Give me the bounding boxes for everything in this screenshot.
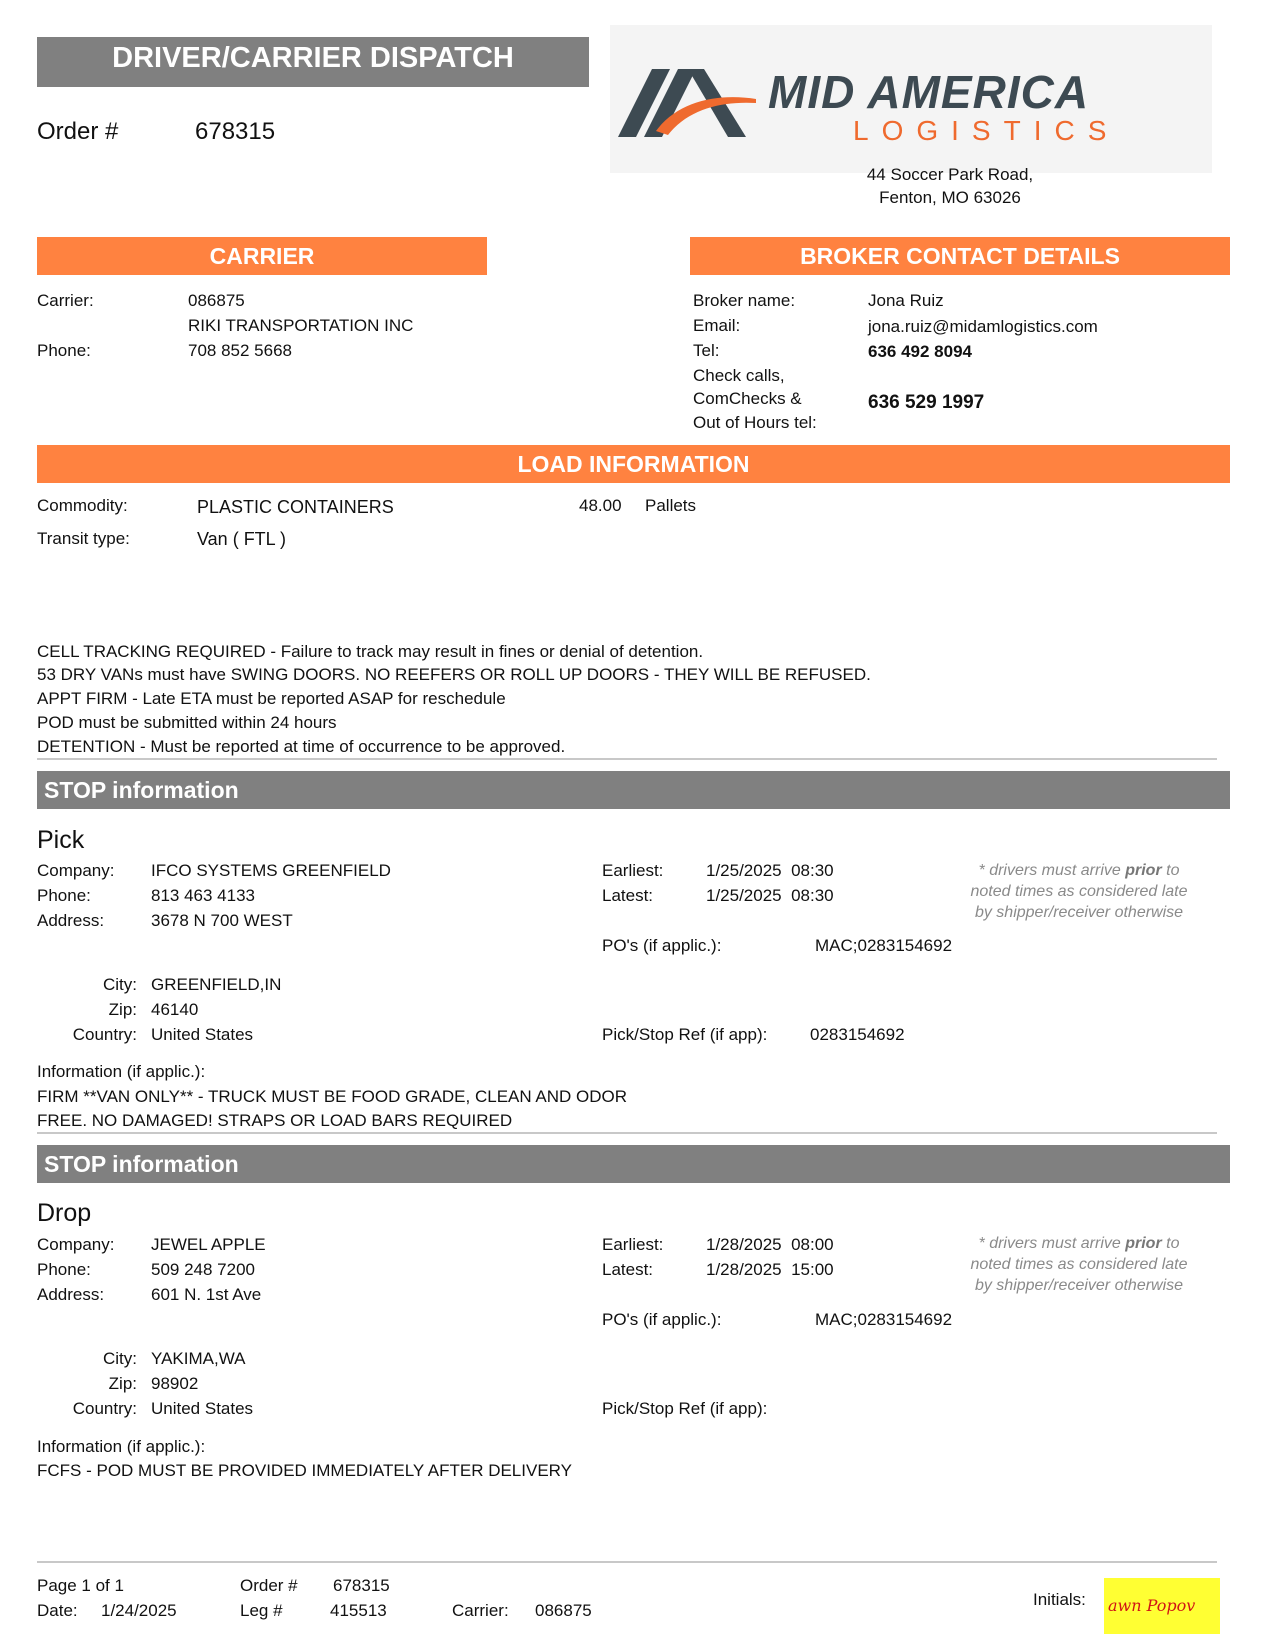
commodity-label: Commodity:	[37, 496, 128, 515]
pick-earliest: 1/25/2025 08:30	[706, 861, 834, 880]
carrier-name: RIKI TRANSPORTATION INC	[188, 316, 414, 335]
arrival-note-line2: noted times as considered late	[970, 883, 1188, 900]
quantity-unit: Pallets	[645, 496, 697, 515]
broker-name-label: Broker name:	[693, 291, 796, 310]
load-note-5: DETENTION - Must be reported at time of occurrence to be approved.	[37, 737, 566, 756]
arrival-note-line3: by shipper/receiver otherwise	[974, 904, 1184, 921]
transit-value: Van ( FTL )	[197, 529, 287, 549]
initials-box	[1104, 1578, 1220, 1634]
pos-label: PO's (if applic.):	[602, 936, 722, 955]
footer-order-label: Order #	[240, 1576, 298, 1595]
footer-date-label: Date:	[37, 1601, 78, 1620]
country-label: Country:	[72, 1025, 137, 1044]
initials-label: Initials:	[1033, 1590, 1086, 1609]
ref-label: Pick/Stop Ref (if app):	[602, 1025, 768, 1044]
info-label: Information (if applic.):	[37, 1437, 206, 1456]
address-label: Address:	[37, 1285, 105, 1304]
broker-email[interactable]: jona.ruiz@midamlogistics.com	[868, 317, 1098, 336]
drop-info-line1: FCFS - POD MUST BE PROVIDED IMMEDIATELY AFTER DELIVERY	[37, 1461, 572, 1480]
footer-carrier: 086875	[535, 1601, 592, 1620]
footer-divider	[37, 1561, 1217, 1563]
logo-mark-icon	[618, 55, 758, 155]
arrival-note-bold: prior	[1125, 862, 1162, 879]
transit-label: Transit type:	[37, 529, 130, 548]
ref-label: Pick/Stop Ref (if app):	[602, 1399, 768, 1418]
broker-check-tel: 636 529 1997	[868, 392, 985, 413]
pos-label: PO's (if applic.):	[602, 1310, 722, 1329]
earliest-label: Earliest:	[602, 861, 664, 880]
drop-city: YAKIMA,WA	[151, 1349, 246, 1368]
dispatch-title: DRIVER/CARRIER DISPATCH	[112, 42, 514, 74]
drop-country: United States	[151, 1399, 254, 1418]
carrier-phone-label: Phone:	[37, 341, 91, 360]
address-label: Address:	[37, 911, 105, 930]
country-label: Country:	[72, 1399, 137, 1418]
carrier-phone: 708 852 5668	[188, 341, 292, 360]
latest-label: Latest:	[602, 1260, 654, 1279]
initials-signature: awn Popov	[1108, 1596, 1196, 1615]
quantity-value: 48.00	[579, 496, 622, 515]
stop-heading-text: STOP information	[44, 1151, 239, 1177]
pick-latest: 1/25/2025 08:30	[706, 886, 834, 905]
order-number: 678315	[195, 118, 276, 145]
drop-zip: 98902	[151, 1374, 199, 1393]
zip-label: Zip:	[108, 1374, 137, 1393]
phone-label: Phone:	[37, 886, 91, 905]
phone-label: Phone:	[37, 1260, 91, 1279]
drop-earliest: 1/28/2025 08:00	[706, 1235, 834, 1254]
pick-address: 3678 N 700 WEST	[151, 911, 293, 930]
arrival-note	[954, 860, 1204, 923]
company-label: Company:	[37, 861, 115, 880]
footer-order: 678315	[333, 1576, 390, 1595]
carrier-id: 086875	[188, 291, 245, 310]
arrival-note-post: to	[1161, 862, 1180, 879]
pick-pos: MAC;0283154692	[815, 936, 953, 955]
address-line1: 44 Soccer Park Road,	[866, 165, 1034, 184]
dispatch-title-bar	[37, 37, 589, 87]
arrival-note-pre: * drivers must arrive	[978, 862, 1126, 879]
divider	[37, 758, 1217, 760]
pick-info-line2: FREE. NO DAMAGED! STRAPS OR LOAD BARS REQUIRED	[37, 1111, 513, 1130]
arrival-note-post: to	[1161, 1235, 1180, 1252]
commodity-value: PLASTIC CONTAINERS	[197, 497, 394, 517]
logo-name-line1: MID AMERICA	[768, 66, 1090, 118]
drop-pos: MAC;0283154692	[815, 1310, 953, 1329]
carrier-heading: CARRIER	[37, 237, 487, 275]
carrier-label: Carrier:	[37, 291, 94, 310]
earliest-label: Earliest:	[602, 1235, 664, 1254]
zip-label: Zip:	[108, 1000, 137, 1019]
stop-heading-drop	[37, 1145, 1230, 1183]
arrival-note-line2: noted times as considered late	[970, 1256, 1188, 1273]
broker-name: Jona Ruiz	[868, 291, 944, 310]
load-note-1: CELL TRACKING REQUIRED - Failure to track may result in fines or denial of detention.	[37, 642, 704, 661]
pick-phone: 813 463 4133	[151, 886, 255, 905]
drop-phone: 509 248 7200	[151, 1260, 255, 1279]
arrival-note	[954, 1233, 1204, 1296]
logo-name-line2: LOGISTICS	[853, 115, 1120, 146]
footer-date: 1/24/2025	[101, 1601, 177, 1620]
arrival-note-pre: * drivers must arrive	[978, 1235, 1126, 1252]
pick-ref: 0283154692	[810, 1025, 905, 1044]
footer-leg: 415513	[330, 1601, 387, 1620]
drop-latest: 1/28/2025 15:00	[706, 1260, 834, 1279]
load-note-2: 53 DRY VANs must have SWING DOORS. NO REEFERS OR ROLL UP DOORS - THEY WILL BE REFUSED.	[37, 665, 871, 684]
stop-heading-text: STOP information	[44, 777, 239, 803]
arrival-note-bold: prior	[1125, 1235, 1162, 1252]
pick-zip: 46140	[151, 1000, 199, 1019]
load-note-3: APPT FIRM - Late ETA must be reported ASAP for reschedule	[37, 689, 506, 708]
stop-type-drop: Drop	[37, 1199, 92, 1227]
broker-check-label-1: Check calls,	[693, 366, 785, 385]
pick-info-line1: FIRM **VAN ONLY** - TRUCK MUST BE FOOD GRADE, CLEAN AND ODOR	[37, 1087, 628, 1106]
broker-heading: BROKER CONTACT DETAILS	[690, 237, 1230, 275]
pick-company: IFCO SYSTEMS GREENFIELD	[151, 861, 391, 880]
city-label: City:	[103, 975, 137, 994]
drop-company: JEWEL APPLE	[151, 1235, 266, 1254]
info-label: Information (if applic.):	[37, 1062, 206, 1081]
divider	[37, 1132, 1217, 1134]
pick-city: GREENFIELD,IN	[151, 975, 282, 994]
broker-check-label-3: Out of Hours tel:	[693, 413, 817, 432]
stop-heading-pick	[37, 771, 1230, 809]
arrival-note-line3: by shipper/receiver otherwise	[974, 1277, 1184, 1294]
footer-carrier-label: Carrier:	[452, 1601, 509, 1620]
company-logo	[610, 25, 1212, 173]
load-note-4: POD must be submitted within 24 hours	[37, 713, 337, 732]
stop-type-pick: Pick	[37, 826, 85, 854]
footer-leg-label: Leg #	[240, 1601, 283, 1620]
drop-address: 601 N. 1st Ave	[151, 1285, 262, 1304]
broker-check-label-2: ComChecks &	[693, 389, 802, 408]
order-label: Order #	[37, 118, 119, 145]
load-heading: LOAD INFORMATION	[37, 445, 1230, 483]
footer-page: Page 1 of 1	[37, 1576, 124, 1595]
city-label: City:	[103, 1349, 137, 1368]
company-label: Company:	[37, 1235, 115, 1254]
address-line2: Fenton, MO 63026	[879, 188, 1021, 207]
broker-tel: 636 492 8094	[868, 342, 972, 361]
latest-label: Latest:	[602, 886, 654, 905]
pick-country: United States	[151, 1025, 254, 1044]
broker-tel-label: Tel:	[693, 341, 720, 360]
broker-email-label: Email:	[693, 316, 741, 335]
